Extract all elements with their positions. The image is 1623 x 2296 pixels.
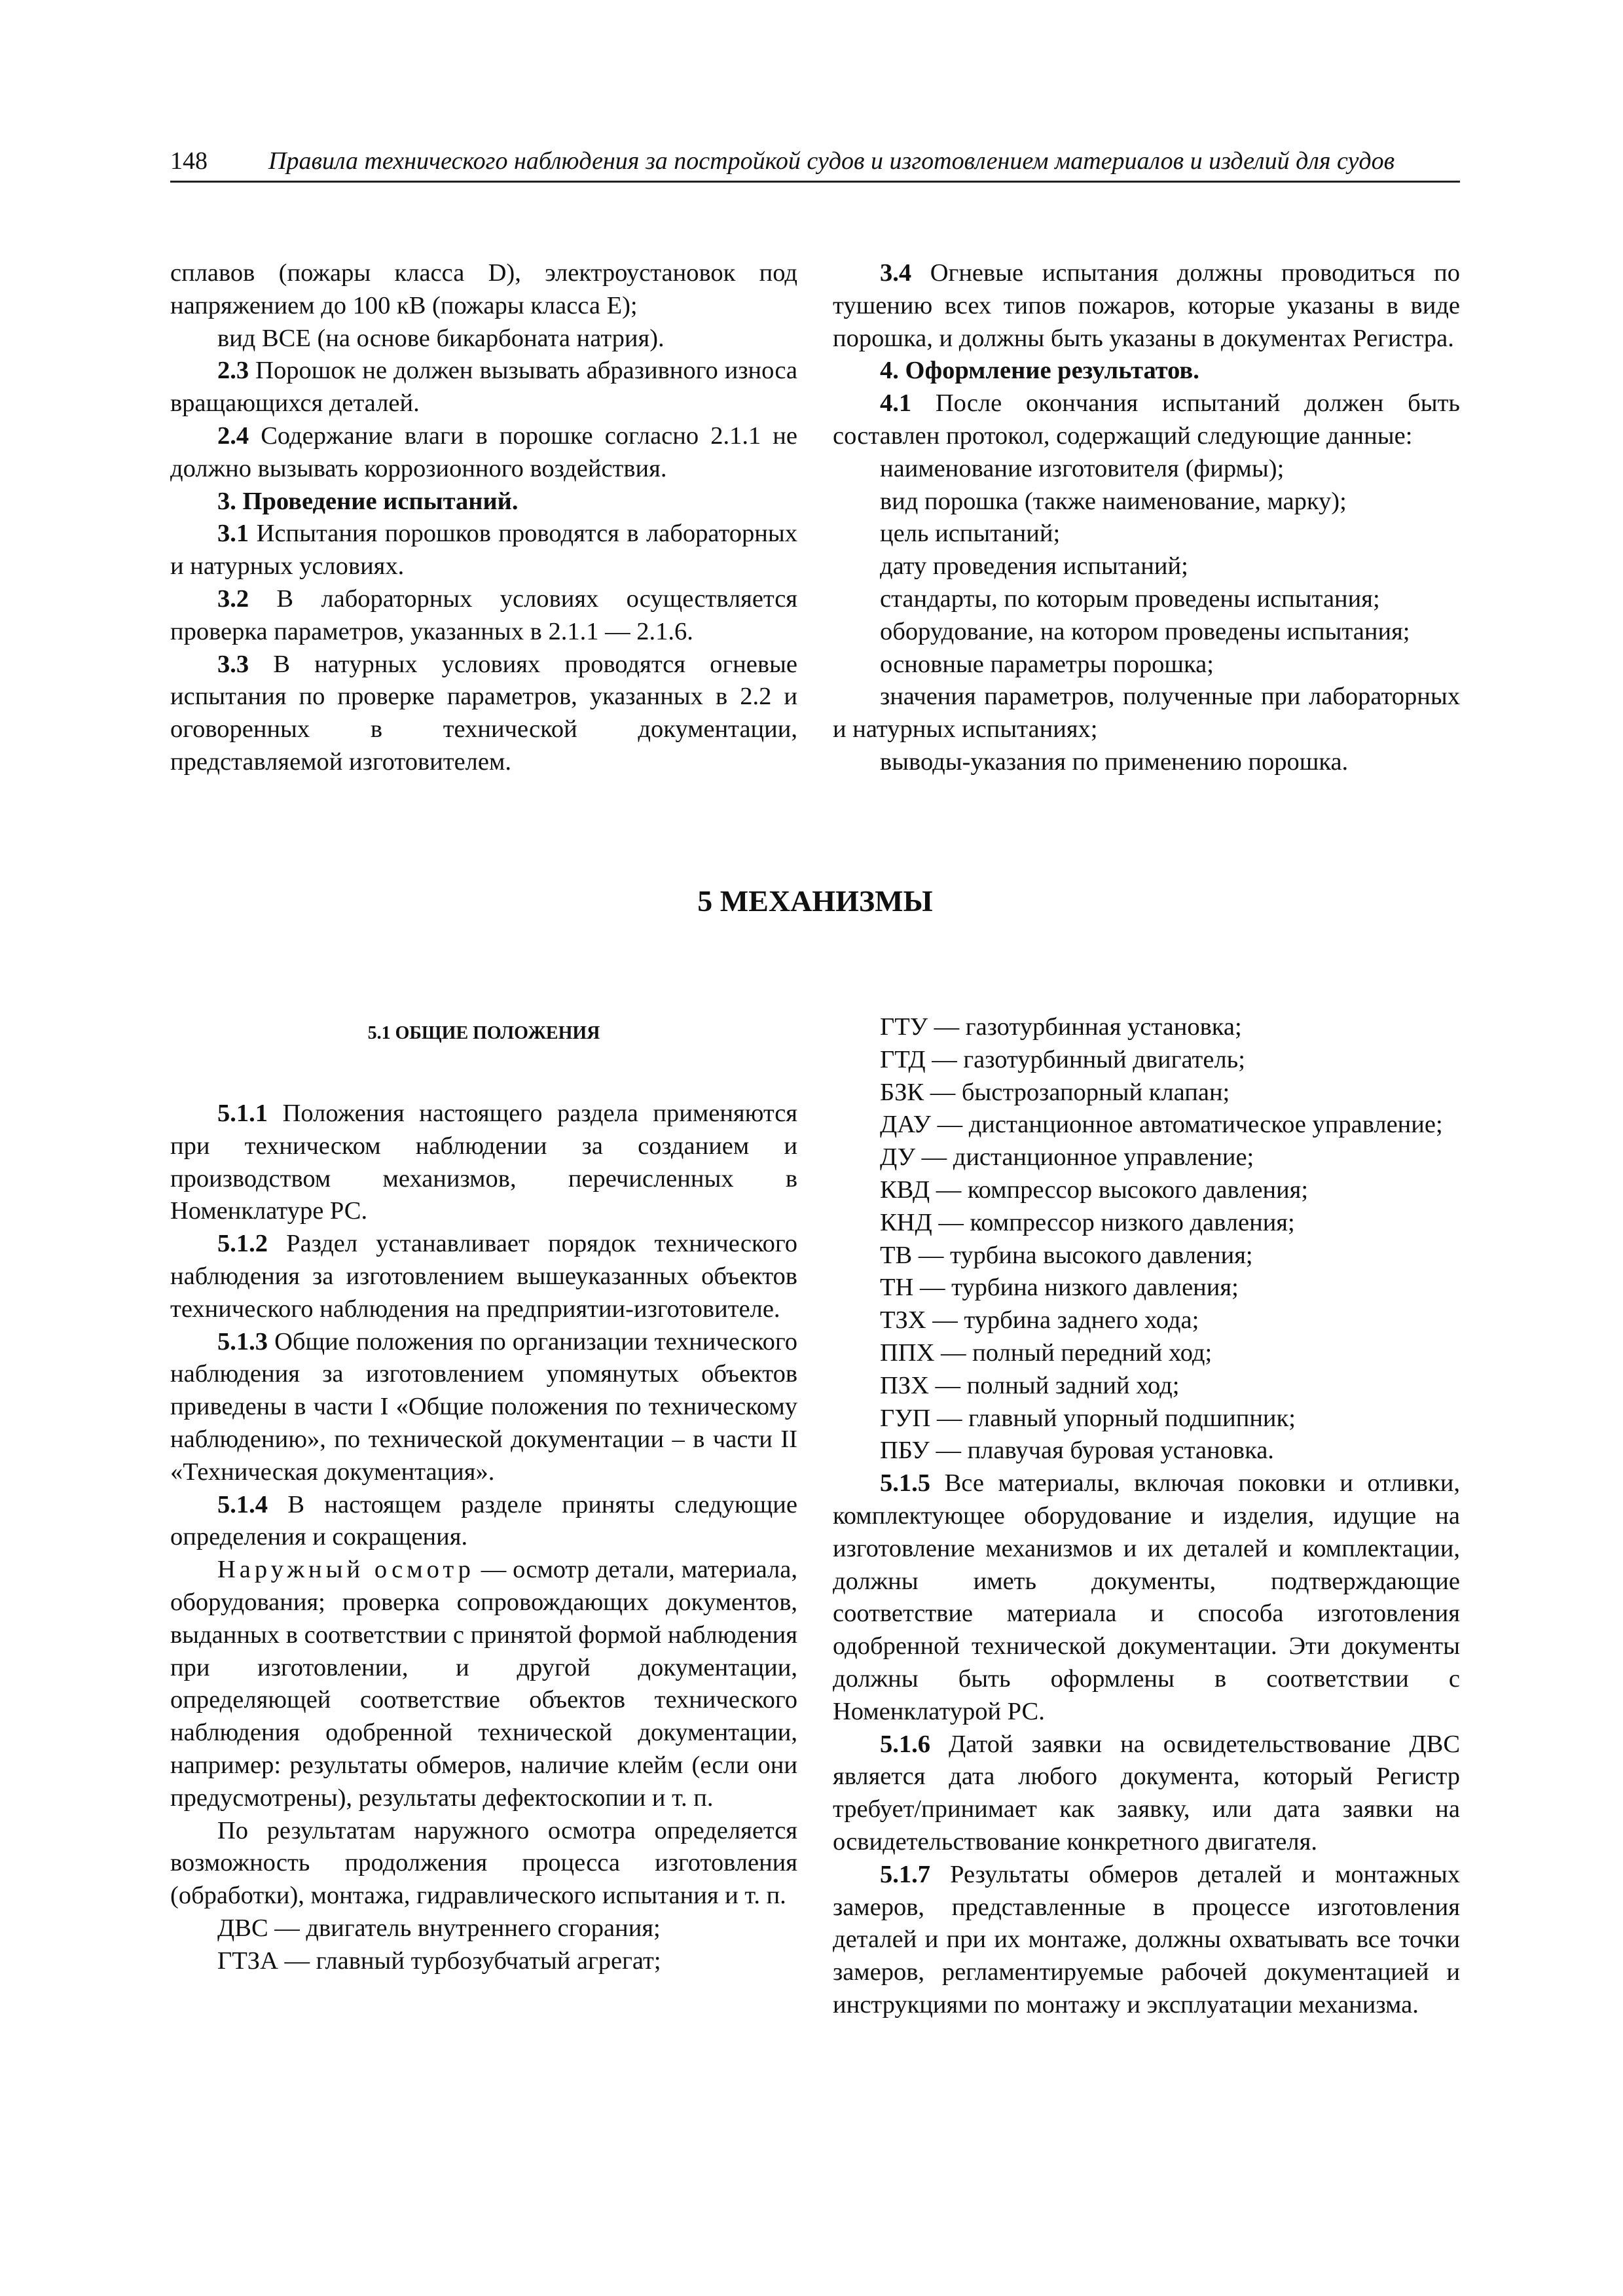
paragraph-3-2: 3.2 В лабораторных условиях осуществляется проверка параметров, указанных в 2.1.1 — 2.1.6. <box>170 584 797 645</box>
abbreviation-item: ГТУ — газотурбинная установка; <box>880 1013 1242 1041</box>
running-title: Правила технического наблюдения за постройкой судов и изготовлением материалов и изделий для судов <box>268 147 1395 175</box>
paragraph-2-4: 2.4 Содержание влаги в порошке согласно 2.1.1 не должно вызывать коррозионного воздействия. <box>170 422 797 482</box>
clause-number: 3.3 <box>217 650 249 678</box>
list-item: основные параметры порошка; <box>880 650 1214 678</box>
list-item: выводы-указания по применению порошка. <box>880 747 1349 776</box>
clause-number: 5.1.4 <box>217 1490 268 1518</box>
paragraph-5-1-6: 5.1.6 Датой заявки на освидетельствование ДВС является дата любого документа, который Регистр требует/принимает как заявку, или дата заявки на освидетельствование конкретного двигателя. <box>833 1730 1460 1856</box>
paragraph-3-4: 3.4 Огневые испытания должны проводиться по тушению всех типов пожаров, которые указаны в виде порошка, и должны быть указаны в документах Регистра. <box>833 259 1460 352</box>
abbreviation-item: ТН — турбина низкого давления; <box>880 1274 1239 1302</box>
clause-number: 4.1 <box>880 389 912 418</box>
clause-number: 5.1.1 <box>217 1100 268 1127</box>
abbreviation-item: ПЗХ — полный задний ход; <box>880 1371 1180 1399</box>
paragraph-3-3: 3.3 В натурных условиях проводятся огневые испытания по проверке параметров, указанных в 2.2 и оговоренных в технической документации, представляемой изготовителем. <box>170 650 797 776</box>
abbreviation-item: КВД — компрессор высокого давления; <box>880 1175 1309 1204</box>
list-item: стандарты, по которым проведены испытания; <box>880 584 1380 613</box>
paragraph: По результатам наружного осмотра определяется возможность продолжения процесса изготовления (обработки), монтажа, гидравлического испытания и т. п. <box>170 1816 797 1910</box>
paragraph: сплавов (пожары класса D), электроустановок под напряжением до 100 кВ (пожары класса E); <box>170 259 797 319</box>
abbreviation-item: ГТД — газотурбинный двигатель; <box>880 1045 1245 1073</box>
subheading-results: 4. Оформление результатов. <box>880 357 1199 385</box>
clause-number: 5.1.6 <box>880 1730 930 1758</box>
section-title: 5.1 ОБЩИЕ ПОЛОЖЕНИЯ <box>367 1023 600 1043</box>
list-item: цель испытаний; <box>880 520 1061 548</box>
chapter-title: 5 МЕХАНИЗМЫ <box>697 884 933 918</box>
paragraph-5-1-4: 5.1.4 В настоящем разделе приняты следующие определения и сокращения. <box>170 1490 797 1551</box>
clause-number: 3.1 <box>217 520 249 548</box>
list-item: вид порошка (также наименование, марку); <box>880 487 1347 515</box>
abbreviation-item: ДВС — двигатель внутреннего сгорания; <box>217 1914 661 1942</box>
page-number: 148 <box>170 147 208 175</box>
list-item: значения параметров, полученные при лабораторных и натурных испытаниях; <box>833 683 1460 744</box>
clause-number: 5.1.5 <box>880 1469 930 1498</box>
abbreviation-item: БЗК — быстрозапорный клапан; <box>880 1078 1230 1106</box>
paragraph: вид ВСЕ (на основе бикарбоната натрия). <box>217 324 665 352</box>
paragraph-5-1-5: 5.1.5 Все материалы, включая поковки и отливки, комплектующее оборудование и изделия, идущие на изготовление механизмов и их деталей и комплектации, должны иметь документы, подтверждающие соответствие материала и способа изготовления одобренной технической документации. Эти документы должны быть оформлены в соответствии с Номенклатурой РС. <box>833 1469 1460 1725</box>
abbreviation-item: ТВ — турбина высокого давления; <box>880 1241 1253 1269</box>
list-item: наименование изготовителя (фирмы); <box>880 454 1285 482</box>
abbreviation-item: КНД — компрессор низкого давления; <box>880 1208 1295 1236</box>
top-right-column <box>833 257 1460 779</box>
abbreviation-item: ГТЗА — главный турбозубчатый агрегат; <box>217 1946 661 1975</box>
definition-external-inspection: Наружный осмотр — осмотр детали, материала, оборудования; проверка сопровождающих документов, выданных в соответствии с принятой формой наблюдения при изготовлении, и другой документации, определяющей соответствие объектов технического наблюдения одобренной технической документации, например: результаты обмеров, наличие клейм (если они предусмотрены), результаты дефектоскопии и т. п. <box>170 1556 798 1812</box>
paragraph-5-1-1: 5.1.1 Положения настоящего раздела применяются при техническом наблюдении за созданием и производством механизмов, перечисленных в Номенклатуре РС. <box>170 1100 797 1225</box>
paragraph-3-1: 3.1 Испытания порошков проводятся в лабораторных и натурных условиях. <box>170 520 797 581</box>
clause-number: 3.4 <box>880 259 912 287</box>
abbreviation-item: ТЗХ — турбина заднего хода; <box>880 1306 1199 1335</box>
abbreviation-item: ГУП — главный упорный подшипник; <box>880 1404 1296 1432</box>
abbreviation-item: ПБУ — плавучая буровая установка. <box>880 1437 1274 1465</box>
list-item: оборудование, на котором проведены испытания; <box>880 617 1410 645</box>
bottom-right-column <box>833 1011 1460 2022</box>
list-item: дату проведения испытаний; <box>880 552 1188 581</box>
abbreviation-item: ППХ — полный передний ход; <box>880 1338 1213 1367</box>
clause-number: 3.2 <box>217 584 249 613</box>
clause-number: 2.4 <box>217 422 249 450</box>
paragraph-4-1: 4.1 После окончания испытаний должен быть составлен протокол, содержащий следующие данные: <box>833 389 1460 450</box>
running-header <box>170 145 1460 183</box>
paragraph-2-3: 2.3 Порошок не должен вызывать абразивного износа вращающихся деталей. <box>170 357 797 418</box>
paragraph-5-1-3: 5.1.3 Общие положения по организации технического наблюдения за изготовлением упомянутых объектов приведены в части I «Общие положения по техническому наблюдению», по технической документации – в части II «Техническая документация». <box>170 1327 797 1486</box>
subheading-tests: 3. Проведение испытаний. <box>217 487 519 515</box>
clause-number: 5.1.3 <box>217 1327 268 1355</box>
paragraph-5-1-7: 5.1.7 Результаты обмеров деталей и монтажных замеров, представленные в процессе изготовления деталей и при их монтаже, должны охватывать все точки замеров, регламентируемые рабочей документацией и инструкциями по монтажу и эксплуатации механизма. <box>833 1860 1460 2018</box>
defined-term: Наружный осмотр <box>217 1556 475 1584</box>
bottom-left-column <box>170 1011 797 1978</box>
clause-number: 5.1.7 <box>880 1860 930 1888</box>
clause-number: 2.3 <box>217 357 249 385</box>
abbreviation-item: ДУ — дистанционное управление; <box>880 1143 1254 1172</box>
clause-number: 5.1.2 <box>217 1230 268 1258</box>
paragraph-5-1-2: 5.1.2 Раздел устанавливает порядок технического наблюдения за изготовлением вышеуказанных объектов технического наблюдения на предприятии-изготовителе. <box>170 1230 797 1323</box>
abbreviation-item: ДАУ — дистанционное автоматическое управление; <box>880 1111 1443 1139</box>
top-left-column <box>170 257 797 779</box>
